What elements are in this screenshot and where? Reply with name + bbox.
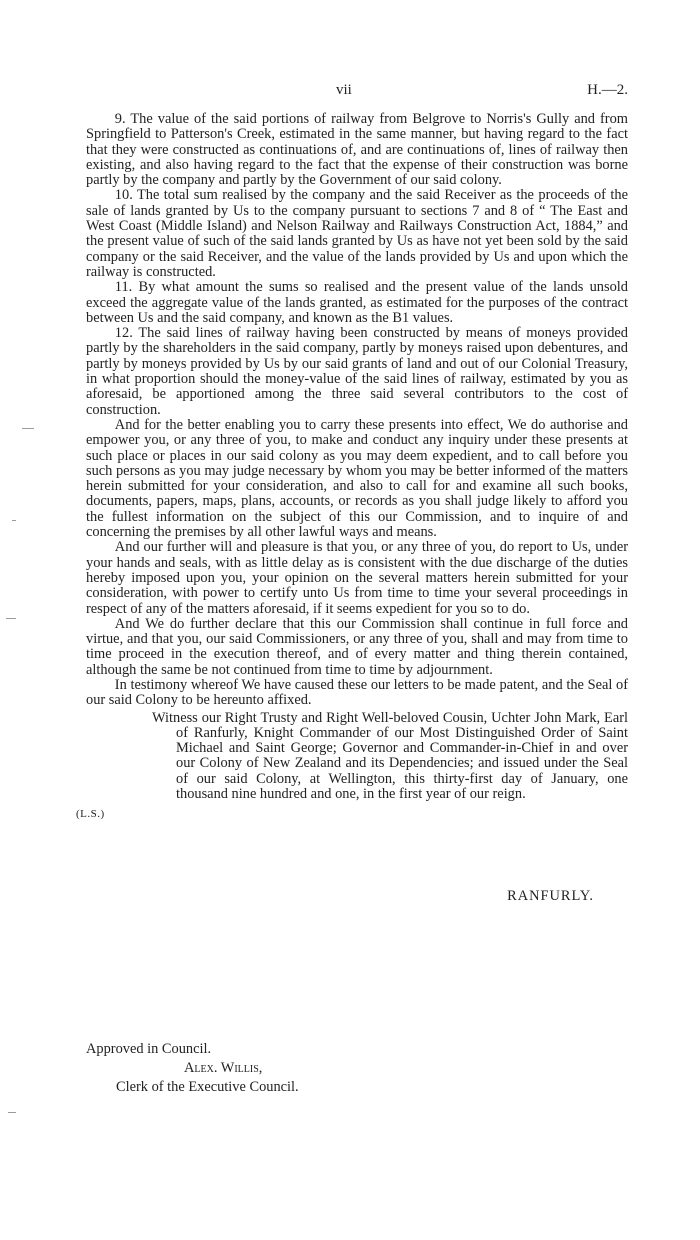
witness-clause: Witness our Right Trusty and Right Well-beloved Cousin, Uchter John Mark, Earl of Ranfurly, Knight Commander of our Most Distinguished Order of Saint Michael and Saint George; Governor and Commander-in-Chief in and over our Colony of New Zealand and its Dependencies; and issued under the Seal of our said Colony, at Wellington, this thirty-first day of January, one thousand nine hundred and one, in the first year of our reign. (152, 709, 628, 803)
document-reference: H.—2. (587, 82, 628, 98)
clerk-name: Alex. Willis, (184, 1060, 263, 1076)
margin-mark (8, 1112, 16, 1113)
seal-mark: (L.S.) (76, 807, 105, 820)
governor-signature: RANFURLY. (507, 887, 594, 904)
paragraph-report: And our further will and pleasure is that you, or any three of you, do report to Us, under your hands and seals, with as little delay as is consistent with the due discharge of the duties hereby imposed upon you, your opinion on the several matters herein submitted for your consideration, with power to certify unto Us from time to time your several proceedings in respect of any of the matters aforesaid, if it seems expedient for you so to do. (86, 539, 628, 617)
body-text (76, 111, 628, 911)
margin-mark (22, 428, 34, 429)
paragraph-12: 12. The said lines of railway having been constructed by means of moneys provided partly by the shareholders in the said company, partly by moneys raised upon debentures, and partly by moneys provided by Us by our said grants of land and out of our Colonial Treasury, in what proportion should the money-value of the said lines of railway, estimated by you as aforesaid, be apportioned among the three said several contributors to the cost of construction. (86, 325, 628, 418)
paragraph-11: 11. By what amount the sums so realised and the present value of the lands unsold exceed the aggregate value of the lands granted, as estimated for the purposes of the contract between Us and the said company, and known as the B1 values. (86, 279, 628, 326)
clerk-title: Clerk of the Executive Council. (116, 1079, 299, 1095)
margin-mark (6, 618, 16, 619)
paragraph-10: 10. The total sum realised by the company and the said Receiver as the proceeds of the sale of lands granted by Us to the company pursuant to sections 7 and 8 of “ The East and West Coast (Middle Island) and Nelson Railway and Railways Construction Act, 1884,” and the present value of such of the said lands granted by Us as have not yet been sold by the said company or the said Receiver, and the value of the lands provided by Us and upon which the railway is constructed. (86, 187, 628, 280)
paragraph-authority: And for the better enabling you to carry these presents into effect, We do authorise and empower you, or any three of you, to make and conduct any inquiry under these presents at such place or places in our said colony as you may deem expedient, and to call before you such persons as you may judge necessary by whom you may be better informed of the matters herein submitted for your consideration, and also to call for and examine all such books, documents, papers, maps, plans, accounts, or records as you shall judge likely to afford you the fullest information on the subject of this our Commission, and to inquire of and concerning the premises by all other lawful ways and means. (86, 416, 628, 541)
margin-mark (12, 520, 16, 521)
page-number: vii (336, 82, 352, 98)
paragraph-testimony: In testimony whereof We have caused these our letters to be made patent, and the Seal of our said Colony to be hereunto affixed. (86, 676, 628, 709)
paragraph-9: 9. The value of the said portions of railway from Belgrove to Norris's Gully and from Springfield to Patterson's Creek, estimated in the same manner, but having regard to the fact that they were constructed as continuations of, and are continuations of, lines of railway then existing, and also having regard to the fact that the expense of their construction was borne partly by the company and partly by the Government of our said colony. (86, 111, 628, 189)
approval-block (86, 1040, 299, 1097)
closing-block (76, 709, 628, 911)
approval-line: Approved in Council. (86, 1041, 212, 1057)
page-header (0, 82, 700, 102)
paragraph-continuance: And We do further declare that this our Commission shall continue in full force and virtue, and that you, our said Commissioners, or any three of you, shall and may from time to time proceed in the execution thereof, and of every matter and thing therein contained, although the same be not continued from time to time by adjournment. (86, 615, 628, 678)
